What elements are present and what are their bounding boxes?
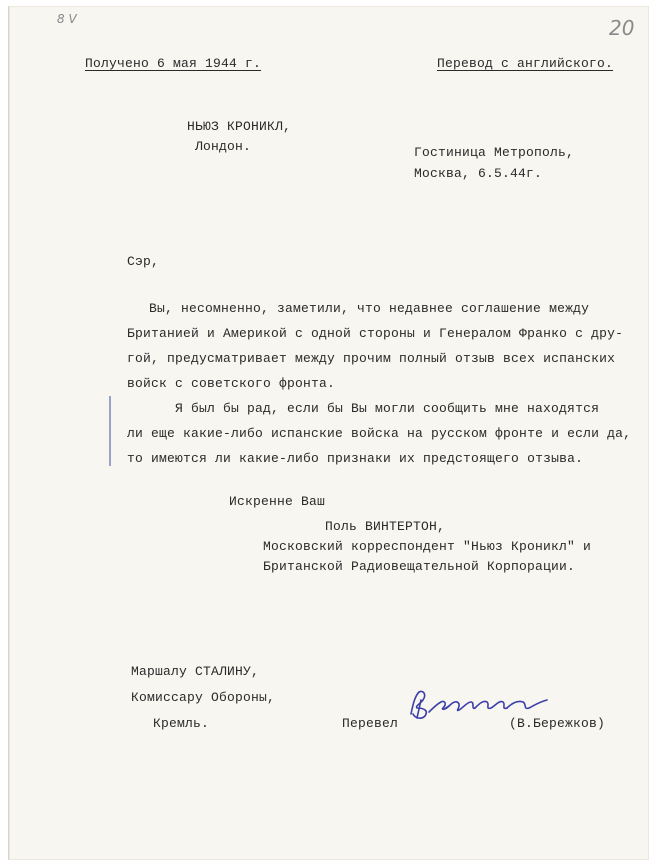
addressee-line-2: Комиссару Обороны, [131,690,276,705]
translator-label: Перевел [342,716,399,731]
translation-note: Перевод с английского. [437,56,614,71]
body-line: гой, предусматривает между прочим полный отзыв всех испанских [127,351,616,366]
body-line: Вы, несомненно, заметили, что недавнее соглашение между [149,301,590,316]
closing-phrase: Искренне Ваш [229,494,326,509]
body-line: войск с советского фронта. [127,376,336,391]
signatory-name: Поль ВИНТЕРТОН, [325,519,446,534]
archive-corner-mark: 8 V [57,12,77,26]
addressee-line-3: Кремль. [153,716,210,731]
signatory-title-1: Московский корреспондент "Ньюз Кроникл" и [263,539,592,554]
body-line: Британией и Америкой с одной стороны и Генералом Франко с дру- [127,326,624,341]
location-hotel: Гостиница Метрополь, [414,145,575,160]
salutation: Сэр, [127,254,160,269]
translator-signature [405,688,555,729]
body-line: ли еще какие-либо испанские войска на русском фронте и если да, [127,426,632,441]
addressee-line-1: Маршалу СТАЛИНУ, [131,664,260,679]
sender-city: Лондон. [195,139,252,154]
translator-name: (В.Бережков) [509,716,606,731]
signatory-title-2: Британской Радиовещательной Корпорации. [263,559,576,574]
margin-pencil-mark [109,396,111,466]
document-page [8,6,649,860]
location-place-date: Москва, 6.5.44г. [414,166,543,181]
body-line: то имеются ли какие-либо признаки их предстоящего отзыва. [127,451,584,466]
received-date: Получено 6 мая 1944 г. [85,56,262,71]
sender-newspaper: НЬЮЗ КРОНИКЛ, [187,119,292,134]
archive-page-number: 20 [609,16,635,40]
body-line: Я был бы рад, если бы Вы могли сообщить мне находятся [175,401,600,416]
